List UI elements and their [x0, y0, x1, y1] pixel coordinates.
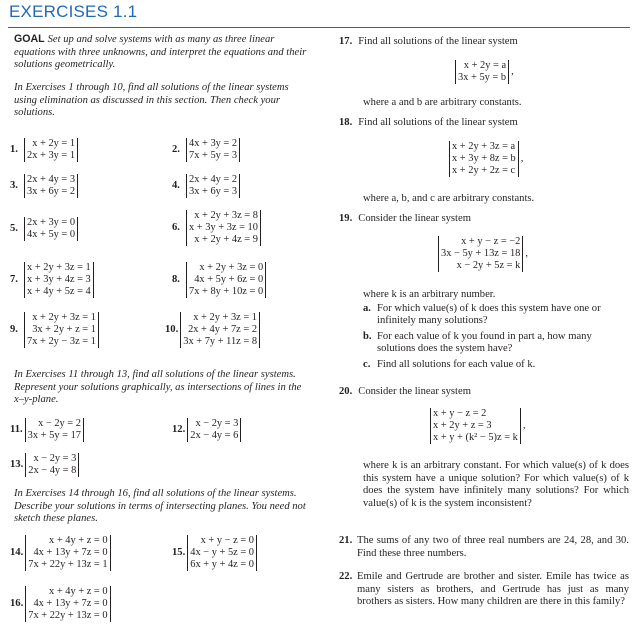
exercise-text: Consider the linear system [358, 213, 471, 224]
equation-system [187, 418, 241, 442]
equation-system [25, 535, 110, 571]
exercise-19-part-c [363, 359, 629, 372]
equation: x − 2y = 3 [33, 453, 77, 464]
part-text: For which value(s) of k does this system have one or infinitely many solutions? [377, 302, 601, 326]
exercise-17 [339, 36, 629, 49]
exercise-20-note: where k is an arbitrary constant. For which value(s) of k does this system have a unique solution? For which value(s) of k does the system have infinitely many solutions? For which value(s) of k is the system inconsistent? [363, 460, 629, 509]
equation-system [455, 60, 509, 84]
exercise-18-system: x + 2y + 3z = a x + 3y + 8z = b x + 2y + 2z = c , [449, 141, 523, 177]
exercise-20-system: x + y − z = 2 x + 2y + z = 3 x + y + (k² − 5)z = k , [430, 408, 526, 444]
exercise-number: 6. [172, 221, 180, 233]
equation: 4x + 5y = 0 [27, 229, 76, 241]
equation-system [24, 312, 99, 348]
equation: 4x + 5y + 6z = 0 [194, 274, 264, 286]
exercise-19-note: where k is an arbitrary number. [363, 289, 496, 300]
part-label: a. [363, 302, 371, 314]
equation-system [186, 138, 240, 162]
exercise-14 [10, 535, 111, 571]
equation-system [438, 236, 523, 272]
equation: 7x + 22y + 13z = 1 [28, 559, 108, 571]
instructions-1-10: In Exercises 1 through 10, find all solutions of the linear systems using elimination as discussed in this section. Then check your solutions. [14, 82, 289, 118]
equation: 3x + 2y + z = 1 [32, 324, 96, 336]
equation: x + 2y + 3z = 0 [199, 262, 264, 273]
exercise-1 [10, 138, 78, 162]
equation: 7x + 22y + 13z = 0 [28, 610, 108, 622]
equation: x + 2y + 2z = c [452, 165, 516, 177]
part-text: For each value of k you found in part a, how many solutions does the system have? [377, 330, 592, 354]
equation: x + 4y + z = 0 [49, 535, 108, 546]
equation: 4x + 3y = 2 [189, 138, 238, 149]
exercise-9 [10, 312, 99, 348]
equation: 3x + 5y = 17 [27, 430, 81, 442]
equation: 2x + 4y = 3 [27, 174, 76, 185]
equation: 4x + 13y + 7z = 0 [33, 598, 108, 610]
instructions-14-16: In Exercises 14 through 16, find all solutions of the linear systems. Describe your solutions in terms of intersecting planes. You need not sketch these planes. [14, 488, 306, 524]
equation: x + 2y + z = 3 [433, 420, 492, 432]
exercise-text: Consider the linear system [358, 386, 471, 397]
equation-system [180, 312, 260, 348]
equation: x + 2y + 3z = 1 [32, 312, 96, 323]
equation-system [24, 138, 78, 162]
equation: 2x + 3y = 1 [27, 150, 76, 162]
exercise-text: The sums of any two of three real numbers are 24, 28, and 30. Find these three numbers. [357, 535, 629, 559]
exercise-8 [172, 262, 266, 298]
equation: 3x − 5y + 13z = 18 [441, 248, 521, 260]
exercise-15 [172, 535, 257, 571]
exercise-number: 2. [172, 143, 180, 155]
exercise-20 [339, 386, 629, 399]
exercise-text: Emile and Gertrude are brother and sister. Emile has twice as many sisters as brothers, and Gertrude has just as many brothers as sisters. How many children are there in this family? [357, 571, 629, 607]
exercise-19 [339, 213, 629, 226]
equation: 2x + 3y = 0 [27, 217, 76, 228]
exercise-number: 3. [10, 179, 18, 191]
exercise-16 [10, 586, 111, 622]
exercise-19-part-b [363, 331, 629, 356]
exercise-number: 15. [172, 546, 186, 558]
exercise-18-note: where a, b, and c are arbitrary constants. [363, 193, 535, 204]
equation: x + 3y + 4z = 3 [27, 274, 91, 286]
equation: 3x + 7y + 11z = 8 [183, 336, 258, 348]
exercise-number: 4. [172, 179, 180, 191]
equation: 6x + y + 4z = 0 [190, 559, 255, 571]
goal-label: GOAL [14, 33, 45, 45]
equation: 3x + 6y = 3 [189, 186, 238, 198]
exercise-number: 5. [10, 222, 18, 234]
exercise-11 [10, 418, 84, 442]
goal-text: Set up and solve systems with as many as three linear equations with three unknowns, and interpret the equations and their solutions geometrically. [14, 34, 307, 70]
equation: x + 2y = 1 [32, 138, 76, 149]
equation: 7x + 8y + 10z = 0 [189, 286, 264, 298]
part-text: Find all solutions for each value of k. [377, 358, 536, 370]
exercise-number: 7. [10, 273, 18, 285]
exercise-17-note: where a and b are arbitrary constants. [363, 97, 522, 108]
equation: x + 2y + 3z = a [452, 141, 516, 152]
part-label: b. [363, 330, 372, 342]
exercise-6 [172, 210, 261, 246]
equation-system [24, 262, 94, 298]
equation: x + 2y + 3z = 1 [27, 262, 91, 273]
exercise-12 [172, 418, 241, 442]
equation: 7x + 2y − 3z = 1 [27, 336, 96, 348]
exercise-number: 22. [339, 571, 353, 582]
exercise-18 [339, 117, 629, 130]
equation: 2x − 4y = 6 [190, 430, 239, 442]
equation: 4x + 13y + 7z = 0 [33, 547, 108, 559]
equation: x + 3y + 8z = b [452, 153, 516, 165]
equation: x + 2y + 4z = 9 [194, 234, 258, 246]
exercise-7 [10, 262, 94, 298]
exercise-number: 12. [172, 423, 186, 435]
exercise-text: Find all solutions of the linear system [358, 117, 518, 128]
equation: x + 4y + 5z = 4 [27, 286, 91, 298]
exercise-number: 21. [339, 535, 353, 546]
exercise-3 [10, 174, 78, 198]
equation: x + y + (k² − 5)z = k [433, 432, 518, 444]
equation: x − 2y = 3 [195, 418, 239, 429]
exercise-number: 16. [10, 597, 24, 609]
equation: 3x + 5y = b [458, 72, 507, 84]
exercise-5 [10, 217, 78, 241]
exercise-19-part-a [363, 303, 629, 328]
equation: x + 3y + 3z = 10 [189, 222, 258, 234]
equation: 7x + 5y = 3 [189, 150, 238, 162]
exercise-number: 9. [10, 323, 18, 335]
equation: 4x − y + 5z = 0 [190, 547, 255, 559]
equation-system [24, 217, 78, 241]
exercise-number: 17. [339, 36, 353, 47]
equation: 2x + 4y + 7z = 2 [188, 324, 258, 336]
exercise-number: 14. [10, 546, 24, 558]
equation-system [449, 141, 519, 177]
exercise-text: Find all solutions of the linear system [358, 36, 518, 47]
title-divider [8, 27, 630, 28]
instructions-11-13: In Exercises 11 through 13, find all solutions of the linear systems. Represent your solutions graphically, as intersections of lines in the x–y-plane. [14, 369, 302, 405]
equation-system [25, 418, 84, 442]
equation: x + y − z = 0 [200, 535, 255, 546]
equation: 2x + 4y = 2 [189, 174, 238, 185]
exercise-number: 19. [339, 213, 353, 224]
exercise-number: 13. [10, 458, 24, 470]
equation-system [186, 210, 261, 246]
exercise-13 [10, 453, 79, 477]
exercise-22 [339, 571, 629, 609]
equation-system [187, 535, 257, 571]
equation: 3x + 6y = 2 [27, 186, 76, 198]
exercise-number: 10. [165, 323, 179, 335]
exercise-10 [165, 312, 260, 348]
exercise-2 [172, 138, 240, 162]
equation-system [430, 408, 521, 444]
section-title: EXERCISES 1.1 [9, 2, 138, 21]
equation: 2x − 4y = 8 [28, 465, 77, 477]
equation: x − 2y = 2 [38, 418, 81, 429]
part-label: c. [363, 358, 371, 370]
equation-system [186, 262, 266, 298]
equation-system [25, 453, 79, 477]
equation: x + 4y + z = 0 [49, 586, 108, 597]
goal-paragraph [14, 33, 314, 72]
exercise-number: 8. [172, 273, 180, 285]
equation-system [25, 586, 110, 622]
exercise-21 [339, 535, 629, 560]
exercise-number: 1. [10, 143, 18, 155]
equation: x + y − z = 2 [433, 408, 487, 419]
equation: x + 2y = a [463, 60, 507, 71]
exercise-19-system: x + y − z = −2 3x − 5y + 13z = 18 x − 2y + 5z = k , [438, 236, 528, 272]
exercise-17-system: x + 2y = a 3x + 5y = b , [455, 60, 514, 84]
exercise-number: 20. [339, 386, 353, 397]
equation: x − 2y + 5z = k [456, 260, 521, 272]
equation: x + y − z = −2 [461, 236, 521, 247]
equation: x + 2y + 3z = 8 [194, 210, 258, 221]
exercise-19-body [363, 289, 629, 371]
exercise-4 [172, 174, 240, 198]
exercise-number: 18. [339, 117, 353, 128]
equation-system [186, 174, 240, 198]
equation: x + 2y + 3z = 1 [193, 312, 258, 323]
equation-system [24, 174, 78, 198]
exercise-number: 11. [10, 423, 23, 435]
